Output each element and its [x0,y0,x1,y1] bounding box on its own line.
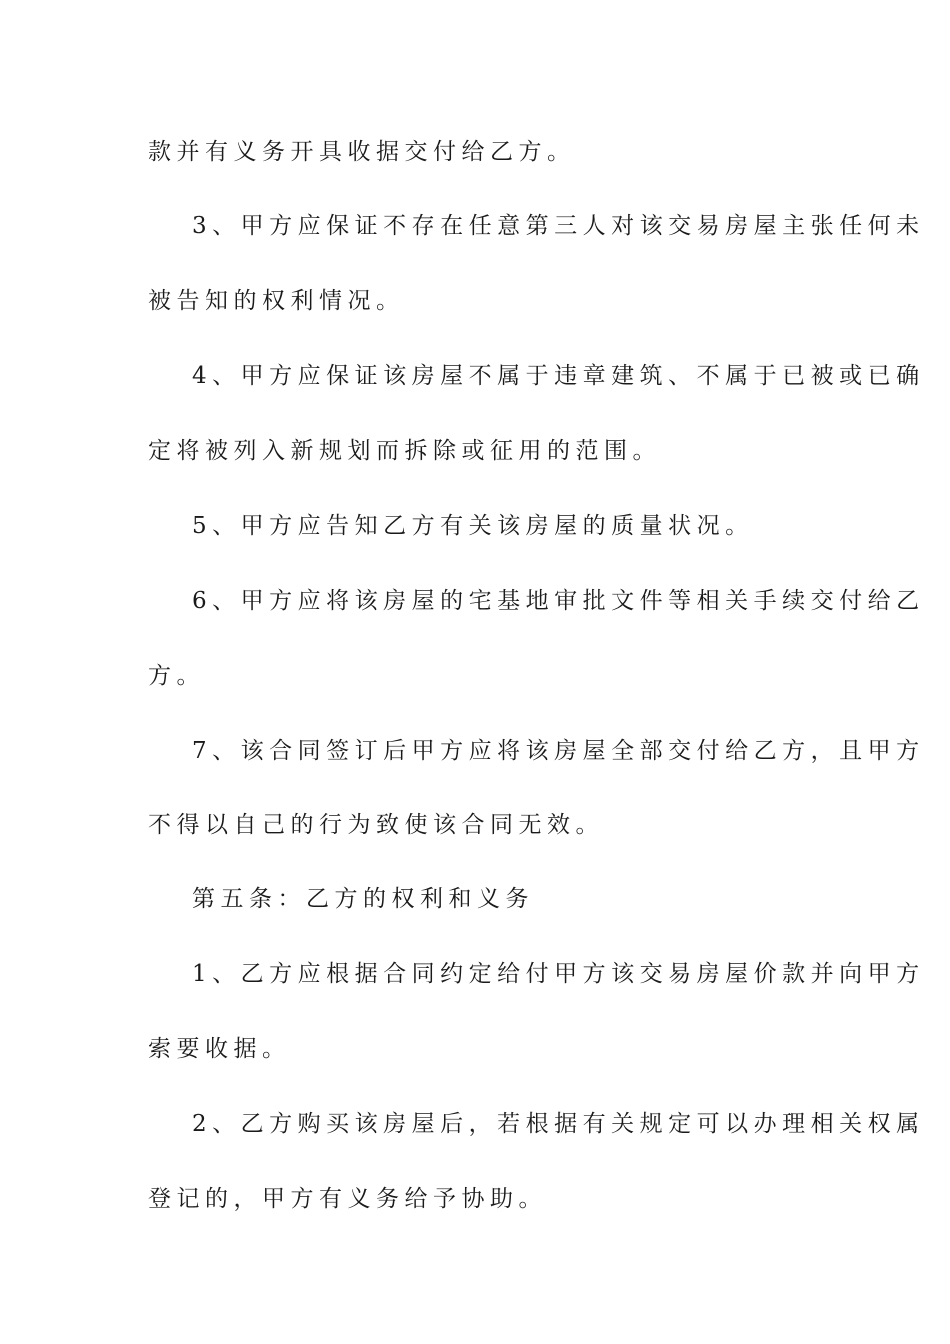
clause-7-line-2: 不得以自己的行为致使该合同无效。 [148,812,604,838]
b-clause-2-line-2: 登记的，甲方有义务给予协助。 [148,1186,547,1212]
clause-3-line-2: 被告知的权利情况。 [148,288,405,314]
b-clause-1-line-2: 索要收据。 [148,1036,291,1062]
clause-5-line: 5、甲方应告知乙方有关该房屋的质量状况。 [192,513,754,539]
clause-6-line-2: 方。 [148,663,205,689]
b-clause-2-line-1: 2、乙方购买该房屋后，若根据有关规定可以办理相关权属 [192,1111,925,1137]
clause-4-line-1: 4、甲方应保证该房屋不属于违章建筑、不属于已被或已确 [192,363,925,389]
article-5-heading: 第五条：乙方的权利和义务 [192,886,534,912]
text-line: 款并有义务开具收据交付给乙方。 [148,139,576,165]
clause-4-line-2: 定将被列入新规划而拆除或征用的范围。 [148,438,661,464]
clause-3-line-1: 3、甲方应保证不存在任意第三人对该交易房屋主张任何未 [192,213,925,239]
b-clause-1-line-1: 1、乙方应根据合同约定给付甲方该交易房屋价款并向甲方 [192,961,925,987]
clause-6-line-1: 6、甲方应将该房屋的宅基地审批文件等相关手续交付给乙 [192,588,925,614]
clause-7-line-1: 7、该合同签订后甲方应将该房屋全部交付给乙方，且甲方 [192,738,925,764]
